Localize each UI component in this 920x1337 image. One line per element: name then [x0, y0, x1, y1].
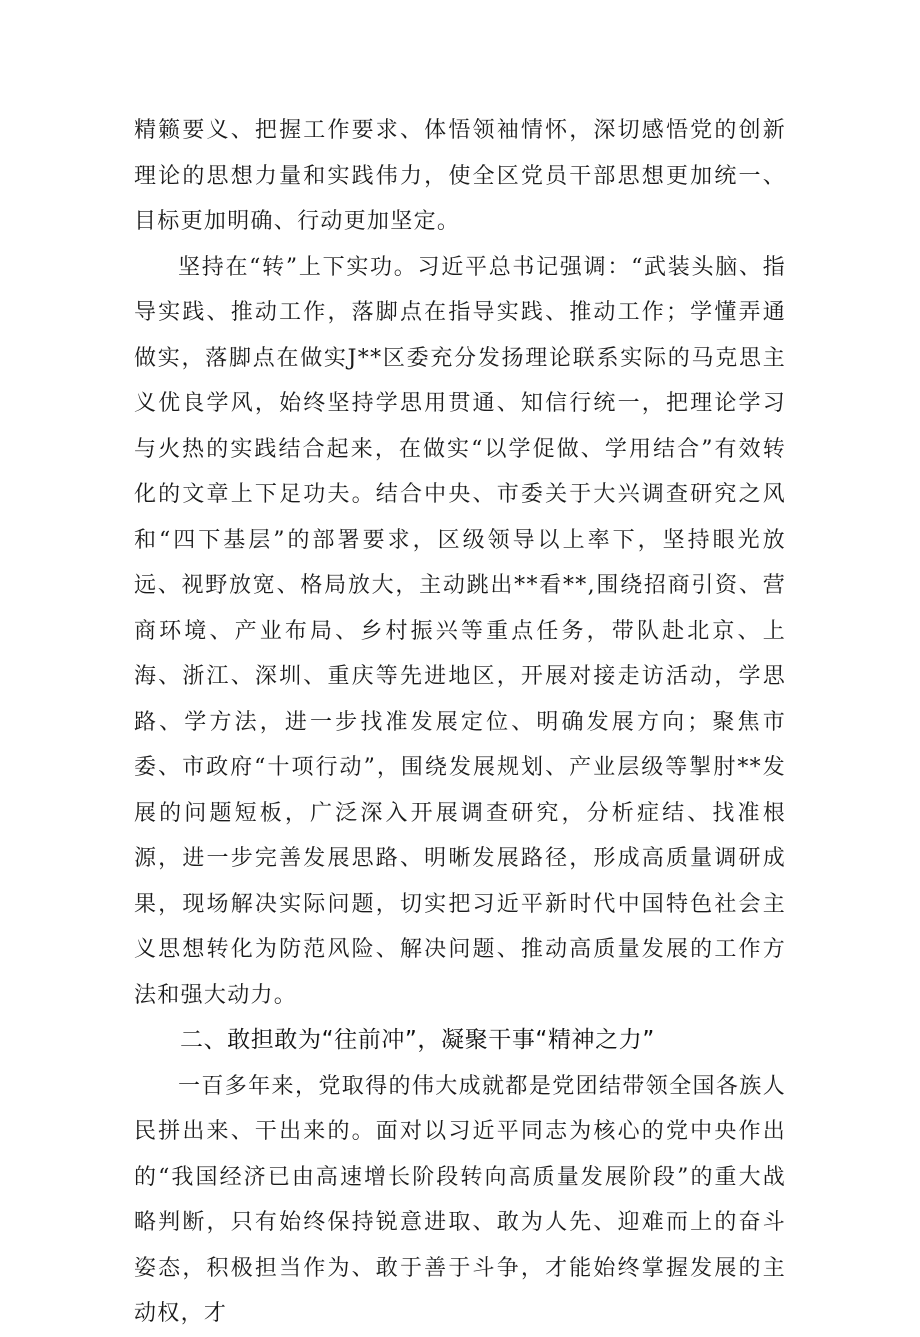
paragraph-practice: 坚持在“转”上下实功。习近平总书记强调：“武装头脑、指导实践、推动工作，落脚点在指导实践、推动工作；学懂弄通做实，落脚点在做实J**区委充分发扬理论联系实际的马克思主义优良学风，始终坚持学思用贯通、知信行统一，把理论学习与火热的实践结合起来，在做实“以学促做、学用结合”有效转化的文章上下足功夫。结合中央、市委关于大兴调查研究之风和“四下基层”的部署要求，区级领导以上率下，坚持眼光放远、视野放宽、格局放大，主动跳出**看**,围绕招商引资、营商环境、产业布局、乡村振兴等重点任务，带队赴北京、上海、浙江、深圳、重庆等先进地区，开展对接走访活动，学思路、学方法，进一步找准发展定位、明确发展方向；聚焦市委、市政府“十项行动”，围绕发展规划、产业层级等掣肘**发展的问题短板，广泛深入开展调查研究，分析症结、找准根源，进一步完善发展思路、明晰发展路径，形成高质量调研成果，现场解决实际问题，切实把习近平新时代中国特色社会主义思想转化为防范风险、解决问题、推动高质量发展的工作方法和强大动力。: [134, 254, 786, 1008]
section-heading-2: 二、敢担敢为“往前冲”，凝聚干事“精神之力”: [180, 1027, 655, 1053]
paragraph-struggle: 一百多年来，党取得的伟大成就都是党团结带领全国各族人民拼出来、干出来的。面对以习近平同志为核心的党中央作出的“我国经济已由高速增长阶段转向高质量发展阶段”的重大战略判断，只有始终保持锐意进取、敢为人先、迎难而上的奋斗姿态，积极担当作为、敢于善于斗争，才能始终掌握发展的主动权，才: [134, 1073, 786, 1326]
paragraph-continuation: 精籁要义、把握工作要求、体悟领袖情怀，深切感悟党的创新理论的思想力量和实践伟力，使全区党员干部思想更加统一、目标更加明确、行动更加坚定。: [134, 118, 786, 234]
